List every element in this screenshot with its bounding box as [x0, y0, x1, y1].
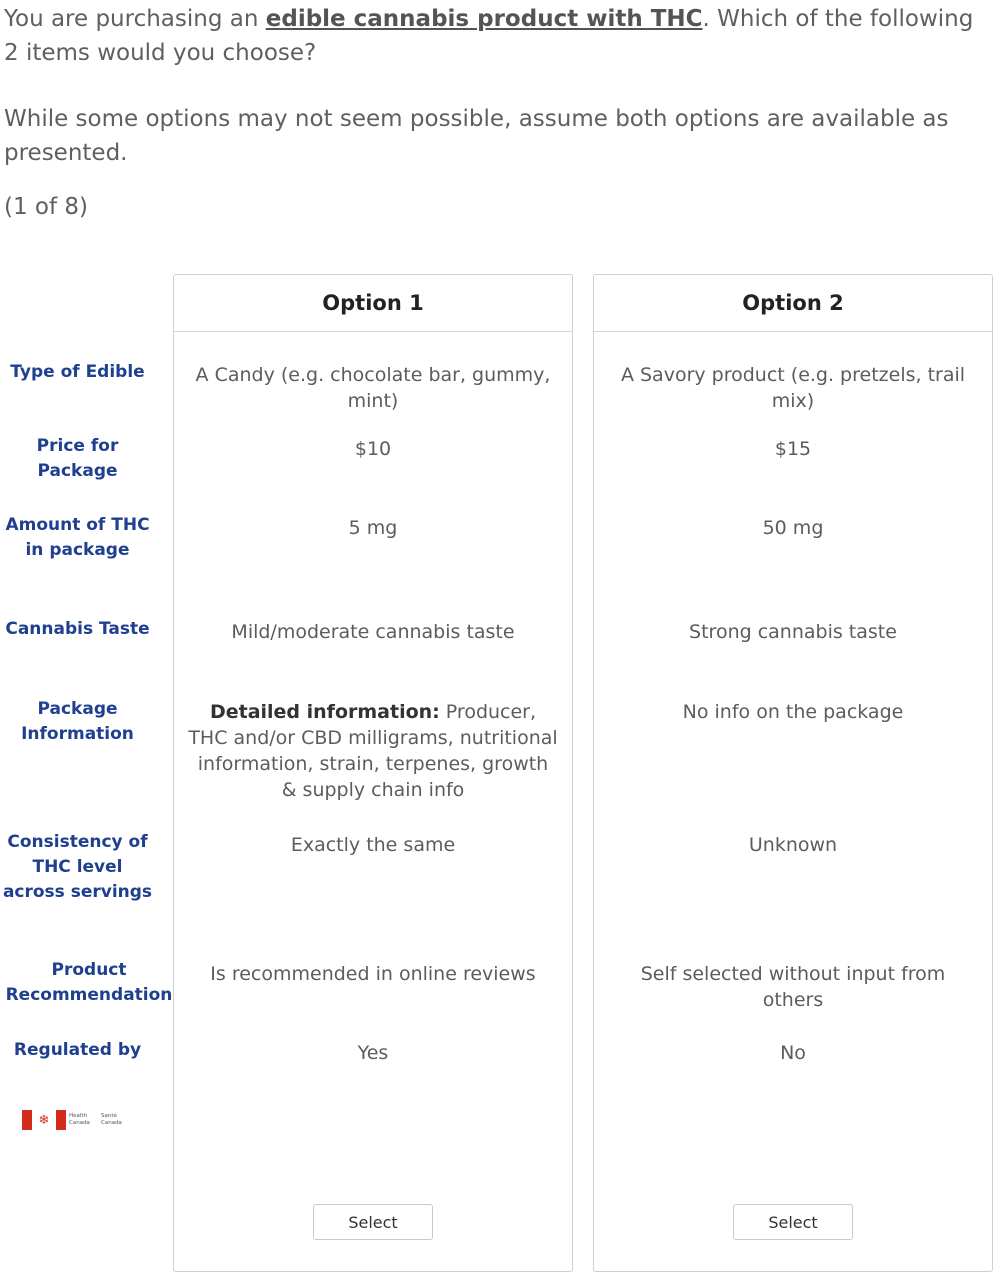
- attr-regulated-by: Regulated by: [13, 1040, 142, 1060]
- option-card-2: [593, 274, 993, 1272]
- option-package-info: [608, 699, 978, 725]
- question-counter: (1 of 8): [4, 194, 89, 220]
- option-title: Option 1: [174, 275, 572, 332]
- option-thc: 5 mg: [348, 517, 398, 539]
- question-emphasis: edible cannabis product with THC: [265, 6, 703, 32]
- attr-type-of-edible: Type of Edible: [10, 362, 145, 382]
- canada-flag-icon: ❄: [22, 1110, 66, 1130]
- select-option-2-button[interactable]: Select: [733, 1204, 853, 1240]
- question-text: [4, 2, 989, 70]
- attr-price-for-package: Price for Package: [36, 436, 119, 481]
- option-recommendation: Is recommended in online reviews: [210, 963, 536, 985]
- option-thc: 50 mg: [762, 517, 824, 539]
- option-type: A Savory product (e.g. pretzels, trail mix): [620, 364, 966, 412]
- option-taste: Strong cannabis taste: [689, 621, 897, 643]
- option-card-1: [173, 274, 573, 1272]
- attr-amount-of-thc: Amount of THC in package: [5, 515, 150, 560]
- option-recommendation: Self selected without input from others: [640, 963, 946, 1011]
- health-canada-logo: [22, 1108, 134, 1132]
- attr-package-information: Package Information: [21, 699, 134, 744]
- attr-consistency: Consistency of THC level across servings: [2, 832, 153, 902]
- option-package-info-bold: Detailed information:: [209, 701, 440, 723]
- question-prefix: You are purchasing an: [4, 6, 266, 32]
- attr-cannabis-taste: Cannabis Taste: [5, 619, 150, 639]
- option-regulated: Yes: [357, 1042, 389, 1064]
- option-package-info-text: No info on the package: [682, 701, 904, 723]
- option-package-info: [188, 699, 558, 803]
- question-block: [4, 2, 989, 224]
- attr-product-recommendation: Product Recommendation: [5, 960, 173, 1005]
- option-regulated: No: [780, 1042, 806, 1064]
- instruction-note: While some options may not seem possible, assume both options are available as presented.: [4, 106, 949, 166]
- option-price: $15: [774, 438, 812, 460]
- option-package-info-text: Producer, THC and/or CBD milligrams, nutritional information, strain, terpenes, growth & supply chain info: [188, 701, 558, 801]
- option-consistency: Exactly the same: [290, 834, 456, 856]
- question-suffix: . Which of the following 2 items would you choose?: [4, 6, 974, 66]
- option-type: A Candy (e.g. chocolate bar, gummy, mint): [195, 364, 551, 412]
- logo-text-en: Health Canada: [69, 1113, 90, 1126]
- option-taste: Mild/moderate cannabis taste: [231, 621, 515, 643]
- option-consistency: Unknown: [748, 834, 838, 856]
- logo-text-fr: Santé Canada: [101, 1113, 122, 1126]
- option-title: Option 2: [594, 275, 992, 332]
- option-price: $10: [354, 438, 392, 460]
- select-option-1-button[interactable]: Select: [313, 1204, 433, 1240]
